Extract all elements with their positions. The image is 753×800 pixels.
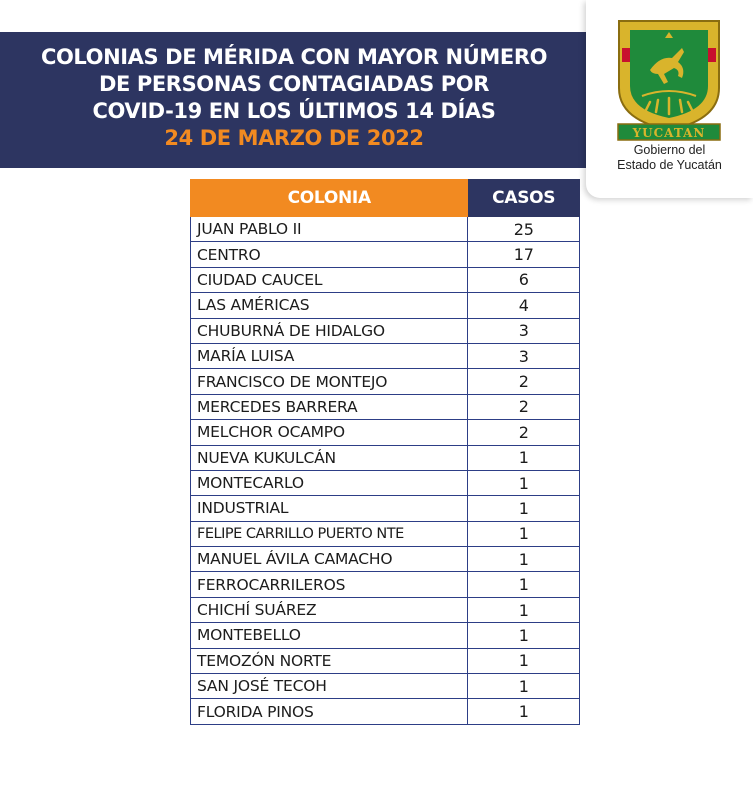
- casos-cell: 1: [468, 470, 580, 495]
- title-line-1: COLONIAS DE MÉRIDA CON MAYOR NÚMERO: [40, 45, 548, 69]
- government-logo-card: [586, 0, 753, 198]
- table-row: [191, 699, 580, 724]
- casos-cell: 2: [468, 394, 580, 419]
- casos-cell: 2: [468, 369, 580, 394]
- casos-cell: 25: [468, 217, 580, 242]
- casos-cell: 1: [468, 623, 580, 648]
- table-row: [191, 343, 580, 368]
- casos-cell: 1: [468, 674, 580, 699]
- colonia-cell: CHUBURNÁ DE HIDALGO: [191, 318, 468, 343]
- colonia-cell: JUAN PABLO II: [191, 217, 468, 242]
- yucatan-coat-of-arms-icon: [616, 18, 722, 142]
- casos-cell: 3: [468, 318, 580, 343]
- colonia-cell: NUEVA KUKULCÁN: [191, 445, 468, 470]
- colonia-cell: MELCHOR OCAMPO: [191, 420, 468, 445]
- table-row: [191, 217, 580, 242]
- colonia-cell: MANUEL ÁVILA CAMACHO: [191, 547, 468, 572]
- colonia-cell: LAS AMÉRICAS: [191, 293, 468, 318]
- table-row: [191, 420, 580, 445]
- casos-cell: 1: [468, 699, 580, 724]
- colonia-cell: CIUDAD CAUCEL: [191, 267, 468, 292]
- colonia-column-header: COLONIA: [191, 180, 468, 217]
- title-line-2: DE PERSONAS CONTAGIADAS POR: [98, 72, 490, 96]
- page-title: [0, 44, 588, 152]
- table-row: [191, 318, 580, 343]
- casos-cell: 1: [468, 648, 580, 673]
- table-row: [191, 470, 580, 495]
- colonia-cell: CHICHÍ SUÁREZ: [191, 597, 468, 622]
- cases-table-container: [190, 179, 580, 725]
- report-date: 24 DE MARZO DE 2022: [164, 126, 424, 150]
- colonia-cell: FELIPE CARRILLO PUERTO NTE: [191, 521, 468, 546]
- table-row: [191, 369, 580, 394]
- table-row: [191, 267, 580, 292]
- casos-cell: 1: [468, 572, 580, 597]
- table-row: [191, 394, 580, 419]
- casos-cell: 1: [468, 521, 580, 546]
- government-line-1: Gobierno del: [633, 143, 706, 157]
- colonia-cell: MONTECARLO: [191, 470, 468, 495]
- title-line-3: COVID-19 EN LOS ÚLTIMOS 14 DÍAS: [92, 99, 496, 123]
- table-row: [191, 242, 580, 267]
- yucatan-emblem-text: YUCATAN: [632, 126, 706, 140]
- table-row: [191, 648, 580, 673]
- government-line-2: Estado de Yucatán: [617, 158, 722, 172]
- colonia-cell: MONTEBELLO: [191, 623, 468, 648]
- casos-cell: 6: [468, 267, 580, 292]
- header-banner: [0, 32, 588, 168]
- casos-cell: 17: [468, 242, 580, 267]
- colonia-cell: FERROCARRILEROS: [191, 572, 468, 597]
- colonia-cell: MERCEDES BARRERA: [191, 394, 468, 419]
- cases-table: [190, 179, 580, 725]
- casos-cell: 1: [468, 547, 580, 572]
- colonia-cell: TEMOZÓN NORTE: [191, 648, 468, 673]
- table-row: [191, 674, 580, 699]
- table-row: [191, 623, 580, 648]
- colonia-cell: MARÍA LUISA: [191, 343, 468, 368]
- casos-cell: 3: [468, 343, 580, 368]
- table-header-row: [191, 180, 580, 217]
- table-row: [191, 293, 580, 318]
- table-row: [191, 572, 580, 597]
- colonia-cell: SAN JOSÉ TECOH: [191, 674, 468, 699]
- table-row: [191, 496, 580, 521]
- colonia-cell: FLORIDA PINOS: [191, 699, 468, 724]
- table-row: [191, 547, 580, 572]
- colonia-cell: CENTRO: [191, 242, 468, 267]
- casos-cell: 1: [468, 496, 580, 521]
- casos-cell: 4: [468, 293, 580, 318]
- table-row: [191, 597, 580, 622]
- casos-column-header: CASOS: [468, 180, 580, 217]
- colonia-cell: INDUSTRIAL: [191, 496, 468, 521]
- casos-cell: 1: [468, 597, 580, 622]
- table-row: [191, 521, 580, 546]
- government-label: [586, 143, 753, 173]
- casos-cell: 2: [468, 420, 580, 445]
- colonia-cell: FRANCISCO DE MONTEJO: [191, 369, 468, 394]
- casos-cell: 1: [468, 445, 580, 470]
- table-row: [191, 445, 580, 470]
